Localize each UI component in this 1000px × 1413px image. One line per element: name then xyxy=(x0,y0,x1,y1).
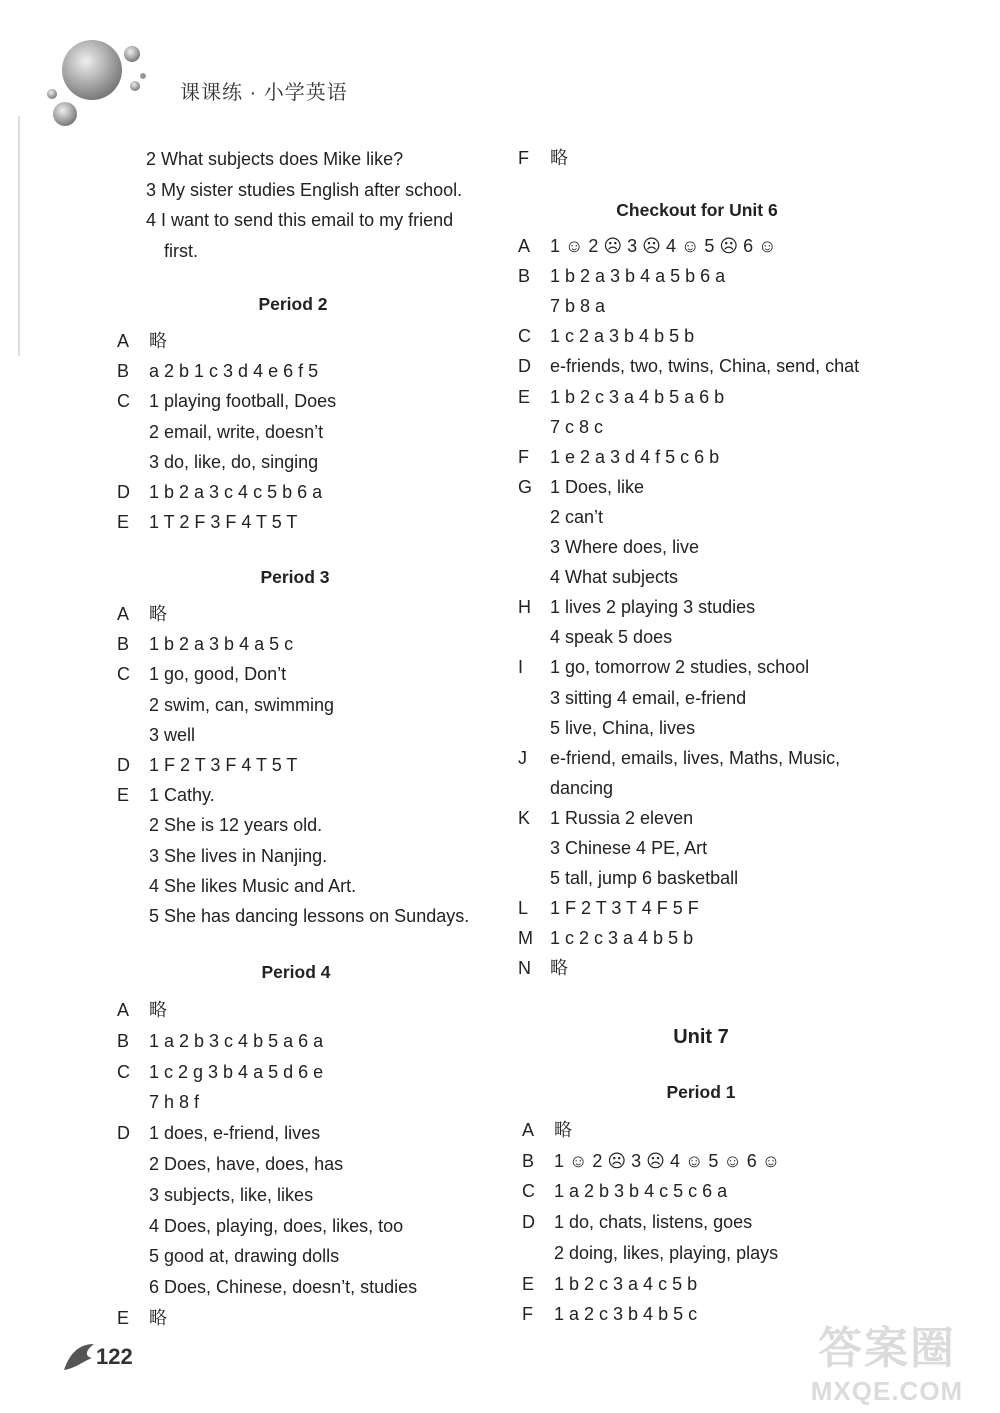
exercise-letter: E xyxy=(117,1308,130,1328)
answer-row xyxy=(117,1213,403,1239)
answer-row xyxy=(518,895,699,921)
exercise-letter: C xyxy=(117,391,130,412)
answer-text: 1 lives 2 playing 3 studies xyxy=(550,597,756,618)
exercise-letter: H xyxy=(518,597,531,618)
answer-text: 4 What subjects xyxy=(550,567,679,588)
answer-text: 略 xyxy=(149,1000,167,1020)
header-bubbles-decoration xyxy=(40,36,160,136)
answer-row xyxy=(518,145,568,171)
section-heading: Period 1 xyxy=(666,1082,736,1102)
section-heading: Period 3 xyxy=(260,567,330,587)
answer-text: 6 Does, Chinese, doesn’t, studies xyxy=(149,1277,418,1298)
answer-text: 1 e 2 a 3 d 4 f 5 c 6 b xyxy=(550,446,720,467)
answer-text: 3 sitting 4 email, e-friend xyxy=(550,687,747,708)
answer-row xyxy=(518,444,719,470)
answer-text: 1 playing football, Does xyxy=(149,391,337,412)
answer-row xyxy=(117,1305,167,1331)
answer-text: 1 b 2 c 3 a 4 b 5 a 6 b xyxy=(550,386,725,407)
answer-text: 1 b 2 a 3 b 4 a 5 c xyxy=(149,634,294,655)
answer-text: 7 h 8 f xyxy=(149,1092,200,1113)
answer-row xyxy=(518,293,605,319)
answer-row xyxy=(518,805,693,831)
answer-row xyxy=(117,782,215,808)
answer-text: 3 Chinese 4 PE, Art xyxy=(550,838,708,858)
exercise-letter: A xyxy=(117,1000,130,1020)
answer-row xyxy=(117,692,334,718)
answer-text: 1 go, good, Don’t xyxy=(149,664,287,685)
answer-row xyxy=(117,1120,320,1146)
exercise-letter: L xyxy=(518,898,529,919)
answer-row xyxy=(117,812,322,838)
answer-row xyxy=(117,1151,343,1177)
answer-row xyxy=(518,594,755,620)
answer-row xyxy=(117,722,195,748)
answer-row xyxy=(117,873,356,899)
exercise-letter: C xyxy=(117,1061,130,1082)
section-heading: Period 2 xyxy=(258,294,328,314)
exercise-letter: G xyxy=(518,476,533,497)
answer-row xyxy=(117,843,327,869)
answer-text: dancing xyxy=(550,777,614,798)
answer-text: e-friends, two, twins, China, send, chat xyxy=(550,356,860,377)
exercise-letter: D xyxy=(522,1212,535,1233)
answer-text: 5 tall, jump 6 basketball xyxy=(550,868,739,889)
answer-row xyxy=(117,358,318,384)
answer-text: 2 Does, have, does, has xyxy=(149,1154,344,1174)
exercise-letter: D xyxy=(117,482,130,502)
answer-text: 略 xyxy=(554,1120,572,1140)
exercise-letter: F xyxy=(522,1304,533,1325)
answer-row xyxy=(518,233,777,259)
exercise-letter: A xyxy=(117,331,130,351)
answer-text: 1 does, e-friend, lives xyxy=(149,1123,321,1144)
answer-row xyxy=(518,353,859,379)
answer-row xyxy=(522,1209,752,1235)
answer-text: 4 Does, playing, does, likes, too xyxy=(149,1215,404,1236)
exercise-letter: B xyxy=(117,634,130,655)
page-number: 122 xyxy=(96,1344,133,1369)
exercise-letter: N xyxy=(518,958,531,979)
answer-row xyxy=(117,903,469,929)
answer-text: 1 Does, like xyxy=(550,476,645,497)
answer-row xyxy=(518,955,568,981)
answer-text: 4 She likes Music and Art. xyxy=(149,875,357,896)
answer-row xyxy=(117,752,297,778)
answer-text: 1 T 2 F 3 F 4 T 5 T xyxy=(149,512,298,533)
answer-row xyxy=(117,509,297,535)
answer-row xyxy=(522,1240,778,1266)
answer-text: 3 do, like, do, singing xyxy=(149,451,319,472)
answer-row xyxy=(518,654,809,680)
answer-row xyxy=(117,1243,339,1269)
exercise-letter: C xyxy=(522,1181,535,1202)
answer-row xyxy=(117,388,336,414)
answer-row xyxy=(522,1178,727,1204)
answer-text: 1 b 2 a 3 b 4 a 5 b 6 a xyxy=(550,266,726,287)
answer-row xyxy=(518,624,672,650)
exercise-letter: D xyxy=(117,755,130,775)
answer-row xyxy=(117,328,167,354)
answer-row xyxy=(518,685,746,711)
exercise-letter: B xyxy=(522,1150,535,1171)
answer-text: 1 a 2 b 3 c 4 b 5 a 6 a xyxy=(149,1030,324,1051)
answer-text: 1 a 2 b 3 b 4 c 5 c 6 a xyxy=(554,1181,728,1202)
exercise-letter: D xyxy=(518,356,531,377)
section-heading: Unit 7 xyxy=(673,1026,729,1048)
intro-line: 4 I want to send this email to my friend xyxy=(146,210,454,230)
answer-text: 1 Russia 2 eleven xyxy=(550,807,694,828)
exercise-letter: B xyxy=(117,361,130,382)
exercise-letter: J xyxy=(518,747,527,768)
answer-row xyxy=(522,1271,697,1297)
answer-text: 2 email, write, doesn’t xyxy=(149,421,324,442)
exercise-letter: C xyxy=(518,326,531,347)
answer-row xyxy=(518,925,693,951)
answer-text: 1 c 2 g 3 b 4 a 5 d 6 e xyxy=(149,1061,324,1082)
answer-row xyxy=(117,601,167,627)
exercise-letter: E xyxy=(522,1273,535,1294)
answer-text: 1 Cathy. xyxy=(149,785,215,806)
answer-row xyxy=(117,1028,323,1054)
answer-text: 2 doing, likes, playing, plays xyxy=(554,1242,779,1263)
answer-text: 1 ☺ 2 ☹ 3 ☹ 4 ☺ 5 ☺ 6 ☺ xyxy=(554,1150,781,1171)
answer-text: 略 xyxy=(149,604,167,624)
answer-row xyxy=(117,661,286,687)
answer-row xyxy=(117,1274,417,1300)
answer-text: 3 subjects, like, likes xyxy=(149,1184,314,1205)
answer-row xyxy=(518,263,725,289)
answer-text: 1 b 2 c 3 a 4 c 5 b xyxy=(554,1273,698,1294)
exercise-letter: F xyxy=(518,446,529,467)
exercise-letter: K xyxy=(518,807,531,828)
answer-text: 1 do, chats, listens, goes xyxy=(554,1212,753,1233)
exercise-letter: B xyxy=(117,1030,130,1051)
answer-row xyxy=(522,1117,572,1143)
answer-text: 5 live, China, lives xyxy=(550,717,696,738)
answer-row xyxy=(518,564,678,590)
answer-text: 1 F 2 T 3 F 4 T 5 T xyxy=(149,755,298,775)
watermark-logo: 答案圈 MXQE.COM xyxy=(810,1324,964,1406)
exercise-letter: F xyxy=(518,148,529,168)
answer-row xyxy=(117,1059,323,1085)
answer-text: 1 F 2 T 3 T 4 F 5 F xyxy=(550,898,699,919)
wing-icon xyxy=(62,1342,96,1372)
exercise-letter: E xyxy=(117,512,130,533)
answer-row xyxy=(518,414,603,440)
answer-text: 7 b 8 a xyxy=(550,296,606,317)
answer-text: 3 She lives in Nanjing. xyxy=(149,845,328,866)
answer-row xyxy=(518,835,707,861)
answer-row xyxy=(518,715,695,741)
intro-line: first. xyxy=(164,240,198,261)
answer-row xyxy=(117,479,322,505)
answer-row xyxy=(117,449,318,475)
answer-text: a 2 b 1 c 3 d 4 e 6 f 5 xyxy=(149,361,319,382)
answer-text: 7 c 8 c xyxy=(550,416,604,437)
answer-text: 略 xyxy=(550,958,568,979)
answer-text: 3 well xyxy=(149,724,196,745)
answer-row xyxy=(518,745,840,771)
exercise-letter: E xyxy=(518,386,531,407)
answer-row xyxy=(522,1148,780,1174)
answer-row xyxy=(117,419,323,445)
answer-text: 1 c 2 c 3 a 4 b 5 b xyxy=(550,928,694,949)
answer-row xyxy=(518,474,644,500)
answer-text: 1 a 2 c 3 b 4 b 5 c xyxy=(554,1304,698,1325)
answer-row xyxy=(117,631,293,657)
answer-text: 1 c 2 a 3 b 4 b 5 b xyxy=(550,326,695,347)
answer-text: 1 b 2 a 3 c 4 c 5 b 6 a xyxy=(149,482,323,502)
answer-text: 1 go, tomorrow 2 studies, school xyxy=(550,657,810,678)
header-title: 课课练 · 小学英语 xyxy=(180,82,348,104)
intro-line: 3 My sister studies English after school. xyxy=(146,179,463,200)
intro-line: 2 What subjects does Mike like? xyxy=(146,149,404,169)
answer-row xyxy=(518,504,603,530)
answer-text: 略 xyxy=(550,148,568,168)
section-heading: Period 4 xyxy=(261,962,331,982)
answer-row xyxy=(117,1089,199,1115)
answer-text: 4 speak 5 does xyxy=(550,627,673,648)
exercise-letter: A xyxy=(117,604,130,624)
exercise-letter: M xyxy=(518,928,533,949)
answer-text: 2 can’t xyxy=(550,506,604,527)
answer-row xyxy=(522,1301,697,1327)
exercise-letter: B xyxy=(518,266,531,287)
answer-text: e-friend, emails, lives, Maths, Music, xyxy=(550,747,841,768)
answer-row xyxy=(518,775,613,801)
answer-row xyxy=(518,384,724,410)
exercise-letter: E xyxy=(117,785,130,806)
answer-row xyxy=(518,534,699,560)
answer-row xyxy=(518,865,738,891)
section-heading: Checkout for Unit 6 xyxy=(616,200,778,220)
answer-text: 2 She is 12 years old. xyxy=(149,815,323,836)
answer-text: 略 xyxy=(149,331,167,351)
page-edge-mark xyxy=(18,116,20,356)
answer-row xyxy=(117,997,167,1023)
exercise-letter: A xyxy=(518,236,531,256)
answer-row xyxy=(518,323,694,349)
exercise-letter: A xyxy=(522,1120,535,1140)
exercise-letter: C xyxy=(117,664,130,685)
answer-text: 5 She has dancing lessons on Sundays. xyxy=(149,906,470,926)
answer-text: 1 ☺ 2 ☹ 3 ☹ 4 ☺ 5 ☹ 6 ☺ xyxy=(550,236,777,256)
answer-text: 2 swim, can, swimming xyxy=(149,694,335,715)
answer-text: 5 good at, drawing dolls xyxy=(149,1246,340,1267)
exercise-letter: I xyxy=(518,657,524,678)
exercise-letter: D xyxy=(117,1123,130,1144)
answer-text: 略 xyxy=(149,1308,167,1328)
answer-text: 3 Where does, live xyxy=(550,537,700,557)
answer-row xyxy=(117,1182,313,1208)
